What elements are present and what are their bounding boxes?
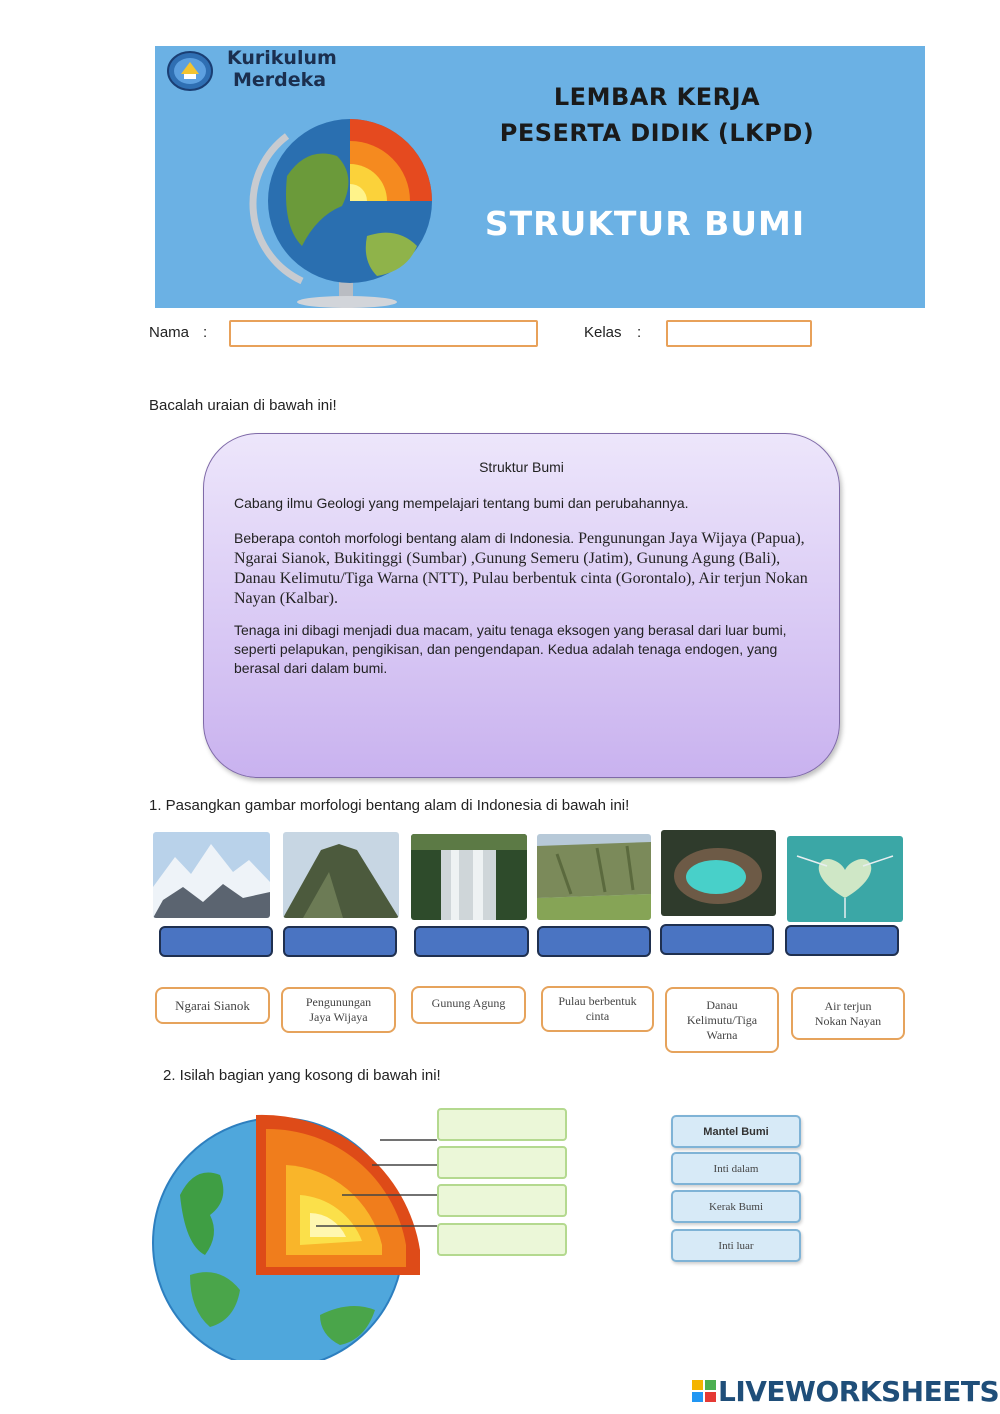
title-line-2: PESERTA DIDIK (LKPD) [499,119,815,147]
answer-drop-box-1[interactable] [159,926,273,957]
reading-paragraph-2-lead: Beberapa contoh morfologi bentang alam di Indonesia. [234,530,575,546]
layer-answer-box-3[interactable] [437,1184,567,1217]
worksheet-title [467,79,847,151]
waterfall-image [411,834,527,920]
liveworksheets-brand: LIVEWORKSHEETS [718,1375,1000,1408]
worksheet-subtitle: STRUKTUR BUMI [484,204,806,243]
earth-layers-diagram [150,1105,450,1360]
curriculum-line-1: Kurikulum [227,47,337,69]
reading-instruction: Bacalah uraian di bawah ini! [149,397,337,414]
class-colon: : [637,324,642,341]
answer-drop-box-5[interactable] [660,924,774,955]
curriculum-line-2: Merdeka [233,69,327,91]
layer-choice-kerak-bumi[interactable]: Kerak Bumi [671,1190,801,1223]
name-colon: : [203,324,208,341]
option-card[interactable]: Pulau berbentuk cinta [541,986,654,1032]
heart-island-image [787,836,903,922]
header-banner [155,46,925,308]
layer-choice-mantel-bumi[interactable]: Mantel Bumi [671,1115,801,1148]
layer-choice-inti-luar[interactable]: Inti luar [671,1229,801,1262]
class-field[interactable] [666,320,812,347]
reading-paragraph-2 [234,528,824,609]
option-card[interactable]: Pengunungan Jaya Wijaya [281,987,396,1033]
option-card[interactable]: Ngarai Sianok [155,987,270,1024]
volcano-image [283,832,399,918]
answer-drop-box-4[interactable] [537,926,651,957]
class-label: Kelas [584,324,622,341]
option-card[interactable]: Air terjun Nokan Nayan [791,987,905,1040]
answer-drop-box-2[interactable] [283,926,397,957]
option-card[interactable]: Danau Kelimutu/Tiga Warna [665,987,779,1053]
earth-globe-illustration [247,106,447,308]
reading-paragraph-3: Tenaga ini dibagi menjadi dua macam, yaitu tenaga eksogen yang berasal dari luar bumi, seperti pelapukan, pengikisan, dan pengendapan. Kedua adalah tenaga endogen, yang berasal dari dalam bumi. [234,622,787,676]
answer-drop-box-3[interactable] [414,926,529,957]
name-field[interactable] [229,320,538,347]
canyon-valley-image [537,834,651,920]
layer-choice-inti-dalam[interactable]: Inti dalam [671,1152,801,1185]
layer-answer-box-1[interactable] [437,1108,567,1141]
name-label: Nama [149,324,190,341]
answer-drop-box-6[interactable] [785,925,899,956]
crater-lake-image [661,830,776,916]
question-2-text: 2. Isilah bagian yang kosong di bawah ini! [163,1067,441,1084]
question-1-text: 1. Pasangkan gambar morfologi bentang alam di Indonesia di bawah ini! [149,797,630,814]
reading-title: Struktur Bumi [479,459,564,475]
reading-paragraph-2-rest: Pengunungan Jaya Wijaya (Papua), Ngarai Sianok, Bukitinggi (Sumbar) ,Gunung Semeru (Jatim), Gunung Agung (Bali), Danau Kelimutu/Tiga Warna (NTT), Pulau berbentuk cinta (Gorontalo), Air terjun Nokan Nayan (Kalbar). [234,530,808,607]
curriculum-label [227,47,337,91]
reading-passage-box [203,433,840,778]
snowy-mountains-image [153,832,270,918]
tut-wuri-logo-icon [167,50,213,92]
layer-answer-box-4[interactable] [437,1223,567,1256]
option-card[interactable]: Gunung Agung [411,986,526,1024]
layer-answer-box-2[interactable] [437,1146,567,1179]
title-line-1: LEMBAR KERJA [553,83,761,111]
liveworksheets-logo-icon [692,1380,716,1402]
reading-paragraph-1: Cabang ilmu Geologi yang mempelajari tentang bumi dan perubahannya. [234,495,689,511]
